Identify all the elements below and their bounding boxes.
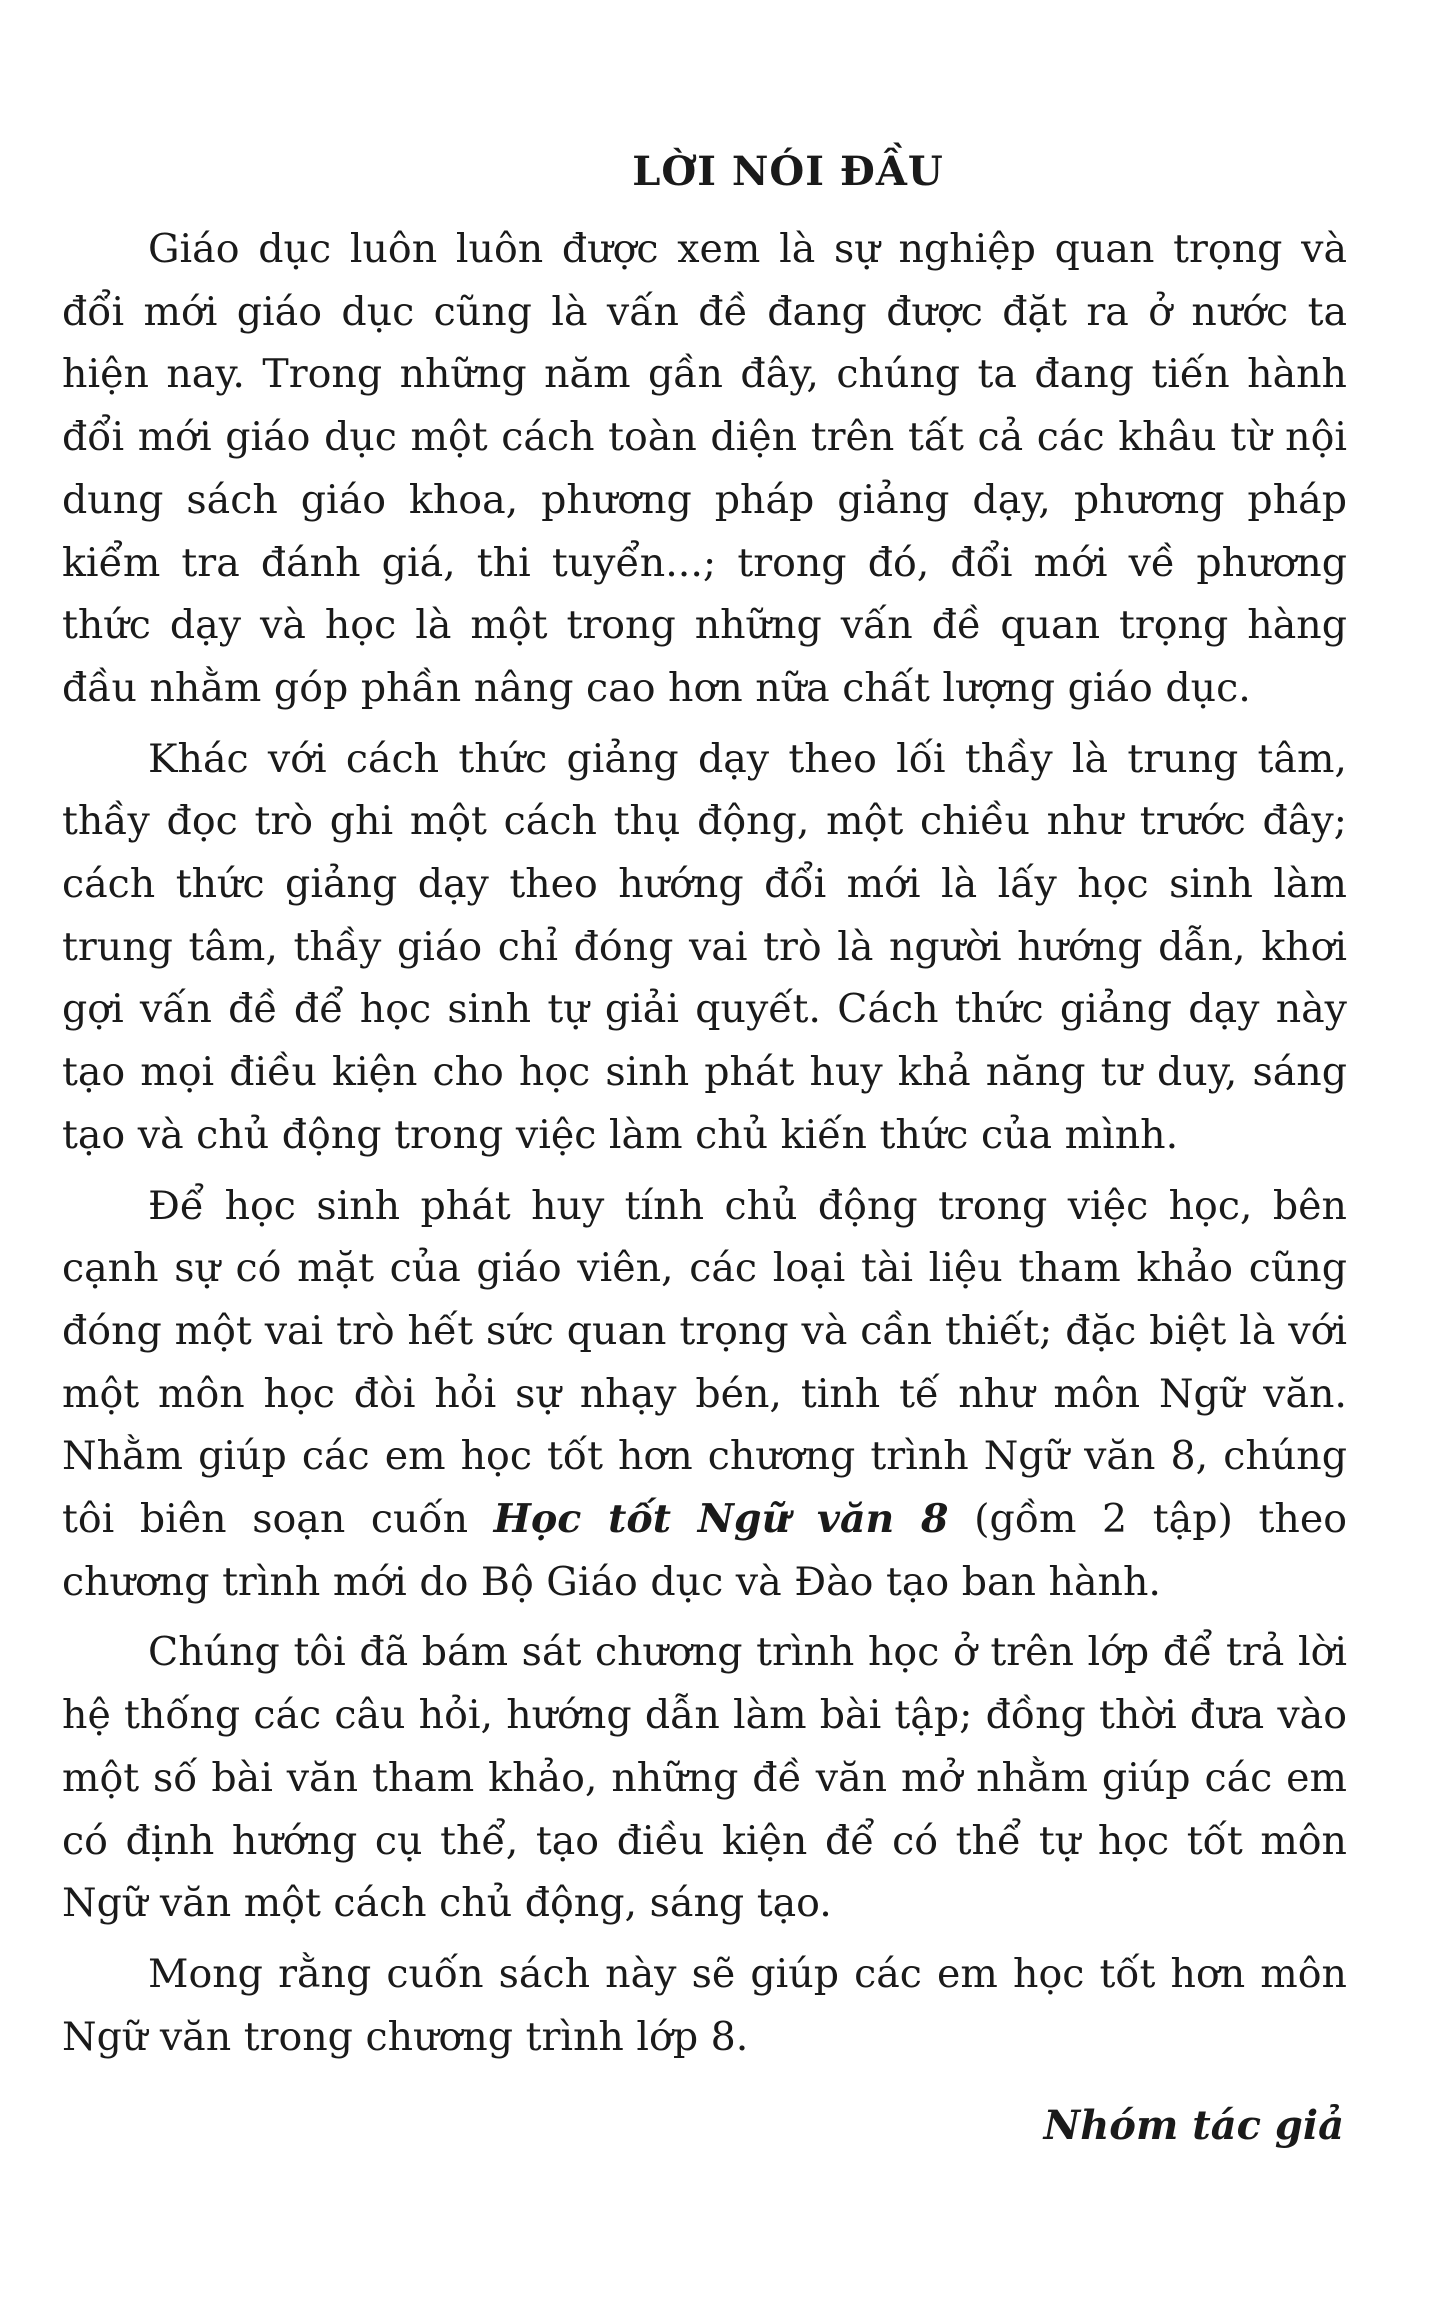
paragraph-4: Chúng tôi đã bám sát chương trình học ở trên lớp để trả lời hệ thống các câu hỏi, hướng dẫn làm bài tập; đồng thời đưa vào một số bài văn tham khảo, những đề văn mở nhằm giúp các em có định hướng cụ thể, tạo điều kiện để có thể tự học tốt môn Ngữ văn một cách chủ động, sáng tạo. <box>62 1629 1347 1927</box>
book-title: Học tốt Ngữ văn 8 <box>493 1496 949 1543</box>
author-signature: Nhóm tác giả <box>1043 2102 1344 2149</box>
paragraph-3-end: (gồm 2 tập) theo chương trình mới do Bộ Giáo dục và Đào tạo ban hành. <box>62 1496 1347 1605</box>
paragraph-5: Mong rằng cuốn sách này sẽ giúp các em học tốt hơn môn Ngữ văn trong chương trình lớp 8. <box>62 1950 1347 2060</box>
page-title: LỜI NÓI ĐẦU <box>632 148 944 195</box>
paragraph-3 <box>62 1175 1347 1614</box>
paragraph-2: Khác với cách thức giảng dạy theo lối thầy là trung tâm, thầy đọc trò ghi một cách thụ động, một chiều như trước đây; cách thức giảng dạy theo hướng đổi mới là lấy học sinh làm trung tâm, thầy giáo chỉ đóng vai trò là người hướng dẫn, khơi gợi vấn đề để học sinh tự giải quyết. Cách thức giảng dạy này tạo mọi điều kiện cho học sinh phát huy khả năng tư duy, sáng tạo và chủ động trong việc làm chủ kiến thức của mình. <box>62 735 1347 1158</box>
paragraph-3-intro: Để học sinh phát huy tính chủ động trong việc học, bên cạnh sự có mặt của giáo viên, các loại tài liệu tham khảo cũng đóng một vai trò hết sức quan trọng và cần thiết; đặc biệt là với một môn học đòi hỏi sự nhạy bén, tinh tế như môn Ngữ văn. Nhằm giúp các em học tốt hơn chương trình Ngữ văn 8, chúng tôi biên soạn cuốn <box>62 1182 1347 1543</box>
preface-body <box>62 218 1347 2076</box>
paragraph-1: Giáo dục luôn luôn được xem là sự nghiệp quan trọng và đổi mới giáo dục cũng là vấn đề đang được đặt ra ở nước ta hiện nay. Trong những năm gần đây, chúng ta đang tiến hành đổi mới giáo dục một cách toàn diện trên tất cả các khâu từ nội dung sách giáo khoa, phương pháp giảng dạy, phương pháp kiểm tra đánh giá, thi tuyển...; trong đó, đổi mới về phương thức dạy và học là một trong những vấn đề quan trọng hàng đầu nhằm góp phần nâng cao hơn nữa chất lượng giáo dục. <box>62 226 1347 711</box>
